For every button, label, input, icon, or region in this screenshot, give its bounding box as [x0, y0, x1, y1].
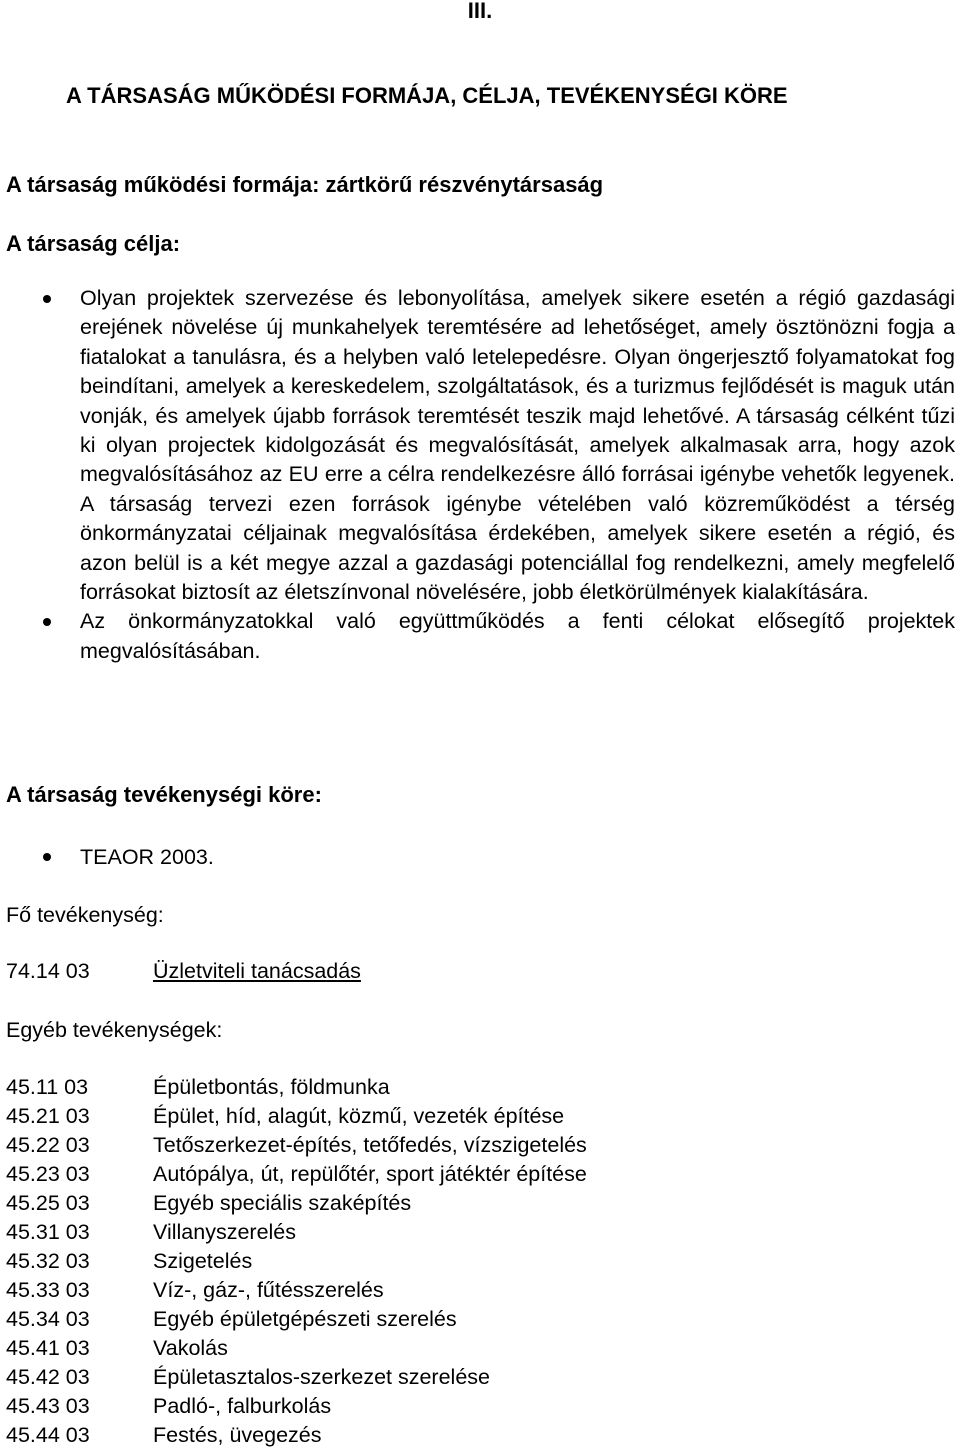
activity-row — [6, 1305, 587, 1334]
goals-list — [0, 284, 960, 666]
teaor-text: TEAOR 2003. — [80, 845, 214, 869]
activity-name: Épületbontás, földmunka — [153, 1075, 390, 1099]
activity-code: 45.21 03 — [6, 1104, 90, 1128]
main-activity-label: Fő tevékenység: — [6, 903, 164, 927]
activity-code: 45.41 03 — [6, 1336, 90, 1360]
activity-name: Tetőszerkezet-építés, tetőfedés, vízszigetelés — [153, 1133, 587, 1157]
activity-row — [6, 1073, 587, 1102]
activity-code: 45.23 03 — [6, 1162, 90, 1186]
activity-name: Szigetelés — [153, 1249, 253, 1273]
bullet-icon — [43, 295, 51, 303]
activity-row — [6, 1102, 587, 1131]
activity-row — [6, 1218, 587, 1247]
activity-row — [6, 1276, 587, 1305]
activity-row — [6, 1392, 587, 1421]
activity-name: Autópálya, út, repülőtér, sport játéktér építése — [153, 1162, 587, 1186]
activity-name: Padló-, falburkolás — [153, 1394, 332, 1418]
activity-name: Víz-, gáz-, fűtésszerelés — [153, 1278, 384, 1302]
activity-code: 45.22 03 — [6, 1133, 90, 1157]
activity-code: 45.42 03 — [6, 1365, 90, 1389]
goal-text: Olyan projektek szervezése és lebonyolítása, amelyek sikere esetén a régió gazdasági erejének növelése új munkahelyek teremtésére ad lehetőséget, amely ösztönözni fogja a fiatalokat a tanulásra, és a helyben való letelepedésre. Olyan öngerjesztő folyamatokat fog beindítani, amelyek a kereskedelem, szolgáltatások, és a turizmus fejlődését is maguk után vonják, és amelyek újabb források teremtését teszik majd lehetővé. A társaság célként tűzi ki olyan projectek kidolgozását és megvalósítását, amelyek alkalmasak arra, hogy azok megvalósításához az EU erre a célra rendelkezésre álló forrásai igénybe vehetők legyenek. A társaság tervezi ezen források igénybe vételében való közreműködést a térség önkormányzatai céljainak megvalósítása érdekében, amelyek sikere esetén a régió, és azon belül is a két megye azzal a gazdasági potenciállal fog rendelkezni, amely megfelelő forrásokat biztosít az életszínvonal növelésére, jobb életkörülmények kialakítására. — [80, 286, 955, 605]
goal-item — [0, 607, 960, 666]
bullet-icon — [43, 853, 51, 861]
activity-code: 45.44 03 — [6, 1423, 90, 1447]
activity-name: Épületasztalos-szerkezet szerelése — [153, 1365, 490, 1389]
activity-code: 74.14 03 — [6, 959, 90, 983]
activity-row — [6, 1363, 587, 1392]
activity-code: 45.34 03 — [6, 1307, 90, 1331]
section-heading-kore: A társaság tevékenységi köre: — [6, 782, 322, 807]
chapter-number: III. — [467, 0, 493, 23]
activity-name: Vakolás — [153, 1336, 228, 1360]
activity-row — [6, 1421, 587, 1450]
activity-list — [6, 1073, 587, 1450]
activity-code: 45.33 03 — [6, 1278, 90, 1302]
activity-code: 45.43 03 — [6, 1394, 90, 1418]
activity-row — [6, 1247, 587, 1276]
activity-row — [6, 1131, 587, 1160]
section-heading-forma: A társaság működési formája: zártkörű részvénytársaság — [6, 172, 604, 197]
activity-code: 45.31 03 — [6, 1220, 90, 1244]
activity-name: Villanyszerelés — [153, 1220, 297, 1244]
section-heading-celja: A társaság célja: — [6, 231, 181, 256]
activity-name: Épület, híd, alagút, közmű, vezeték építése — [153, 1104, 565, 1128]
activity-name: Üzletviteli tanácsadás — [153, 959, 361, 983]
activity-name: Egyéb speciális szaképítés — [153, 1191, 412, 1215]
activity-code: 45.11 03 — [6, 1075, 89, 1099]
goal-item — [0, 284, 960, 607]
goal-text: Az önkormányzatokkal való együttműködés a fenti célokat elősegítő projektek megvalósításában. — [80, 609, 955, 663]
other-activities-label: Egyéb tevékenységek: — [6, 1018, 223, 1042]
activity-row — [6, 1189, 587, 1218]
main-activity — [6, 956, 361, 986]
activity-row — [6, 1334, 587, 1363]
activity-row — [6, 1160, 587, 1189]
activity-code: 45.25 03 — [6, 1191, 90, 1215]
activity-code: 45.32 03 — [6, 1249, 90, 1273]
activity-name: Egyéb épületgépészeti szerelés — [153, 1307, 457, 1331]
bullet-icon — [43, 618, 51, 626]
activity-name: Festés, üvegezés — [153, 1423, 322, 1447]
page-title: A TÁRSASÁG MŰKÖDÉSI FORMÁJA, CÉLJA, TEVÉKENYSÉGI KÖRE — [66, 83, 788, 108]
